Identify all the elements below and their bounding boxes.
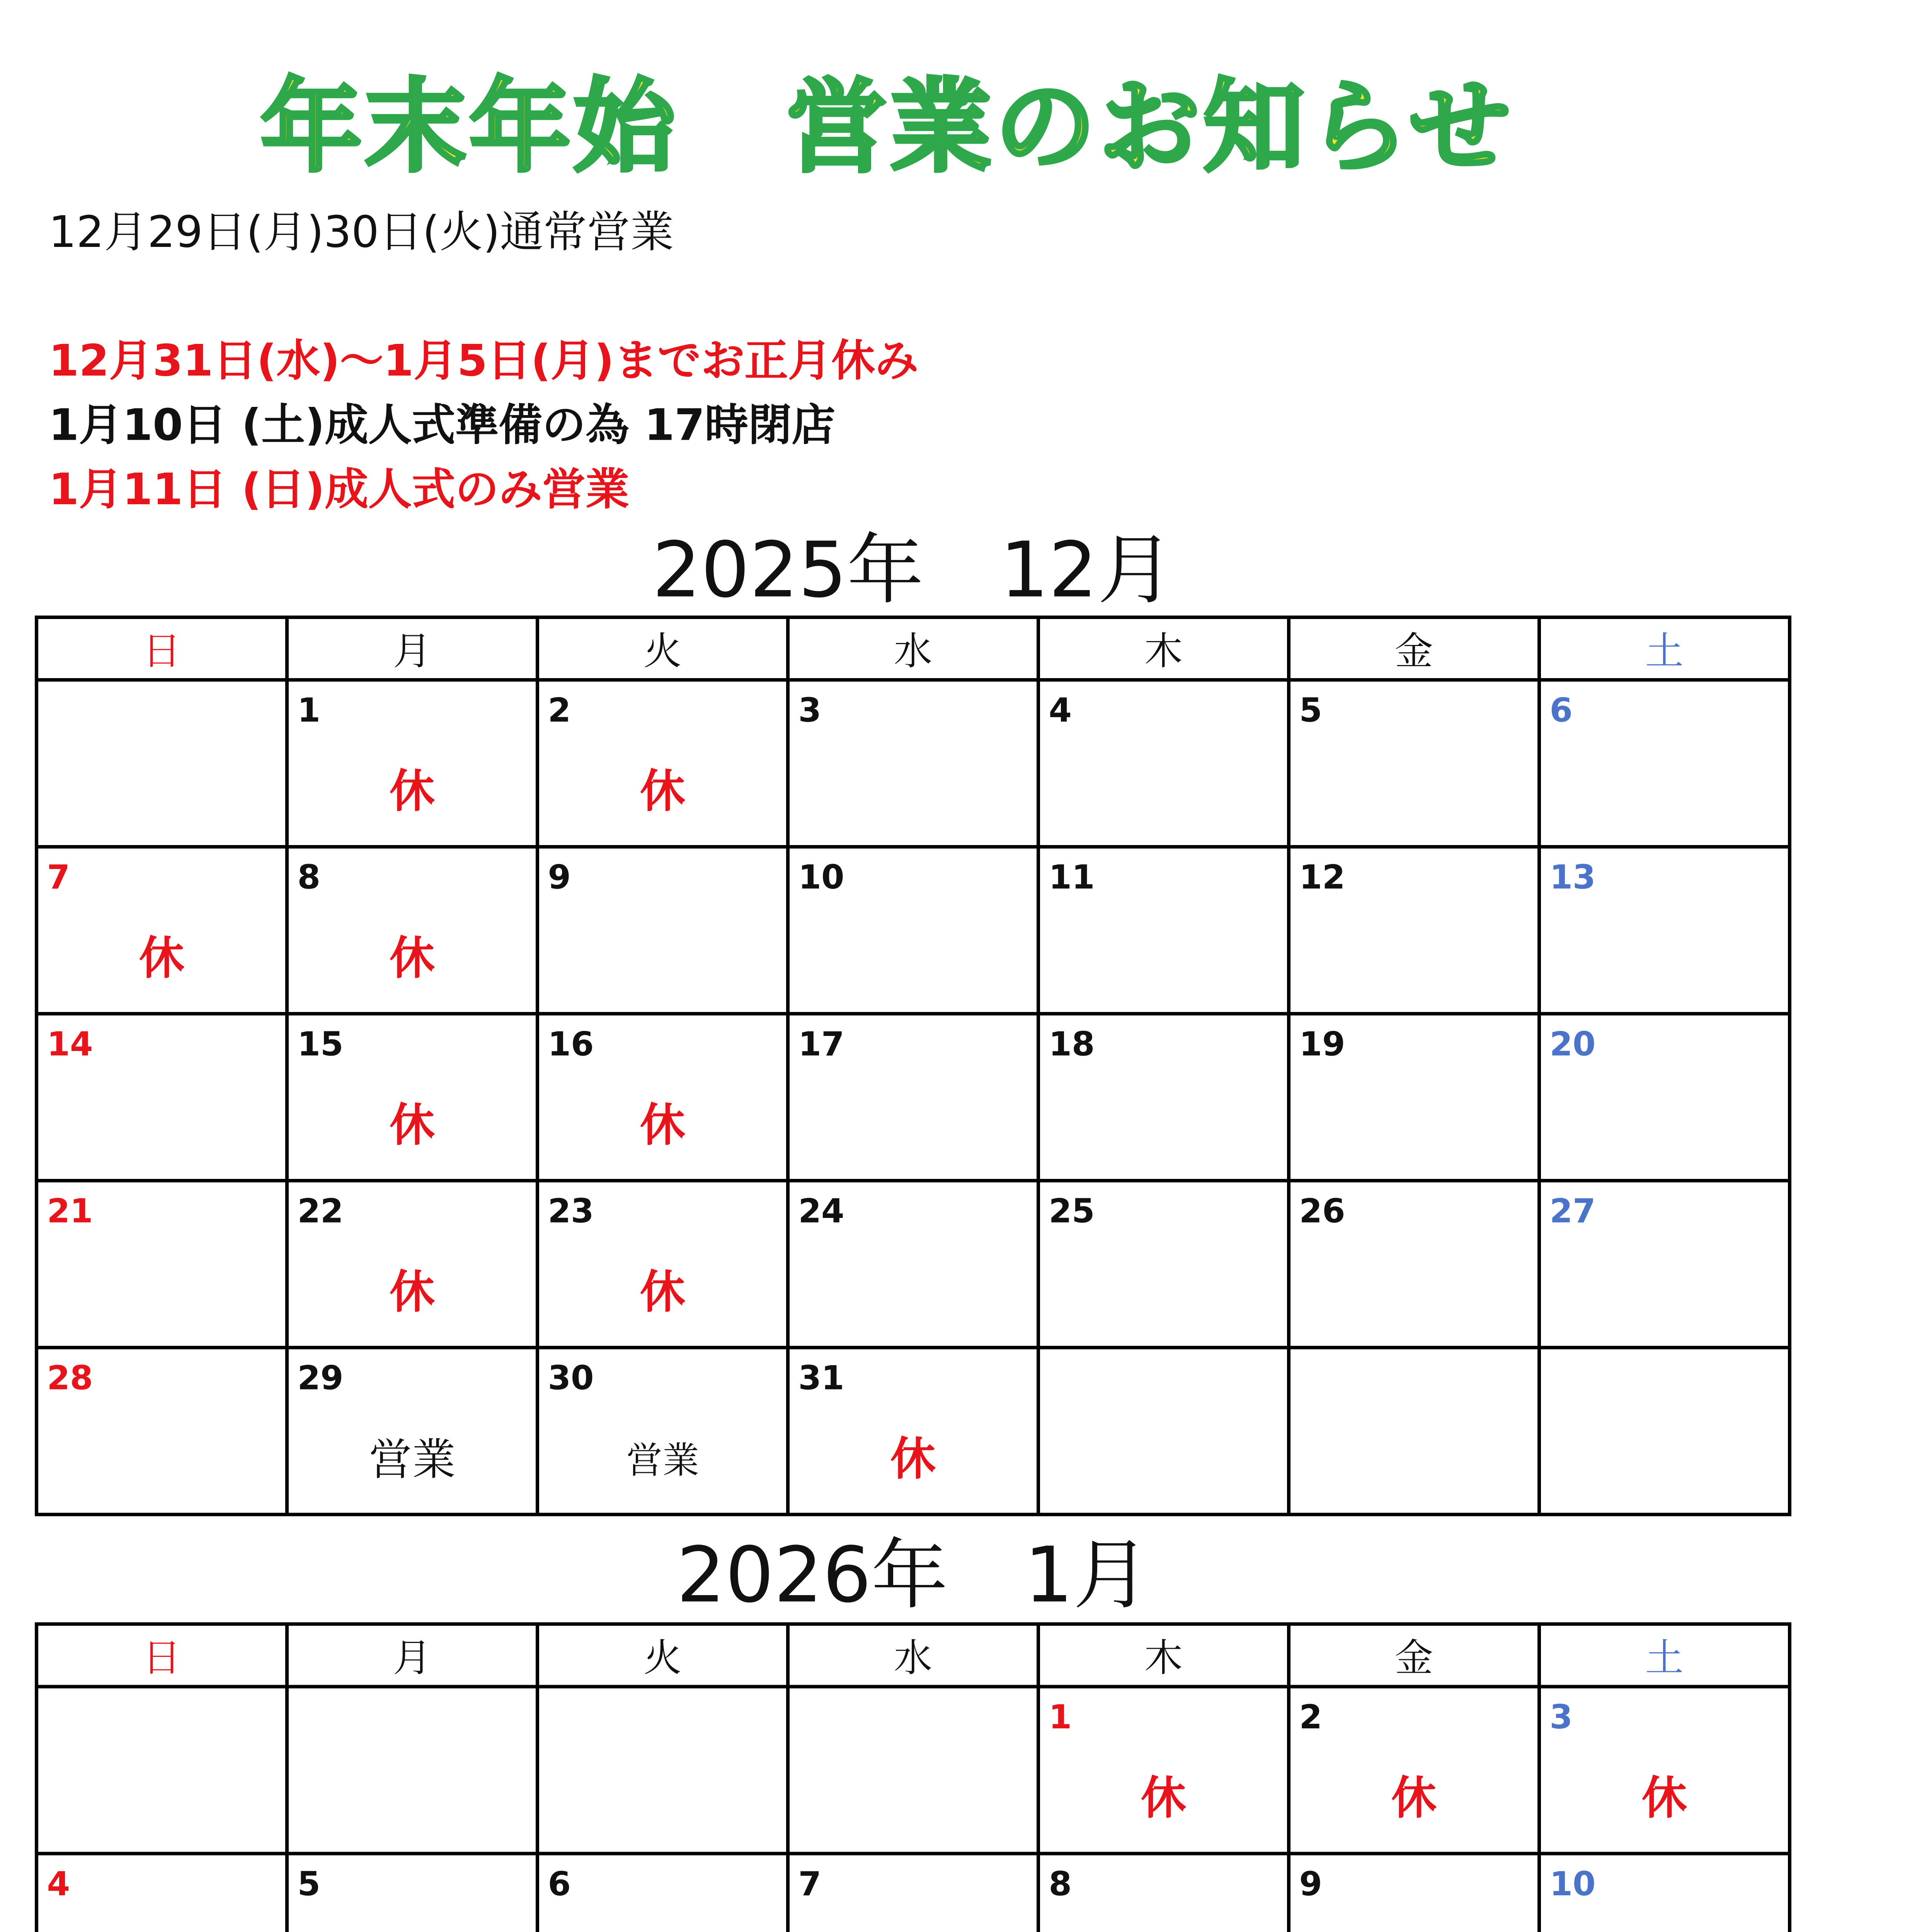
- day-number: 7: [47, 859, 70, 897]
- weekday-header-row: [37, 617, 1790, 680]
- day-number: 2: [548, 692, 571, 730]
- day-cell: [788, 1854, 1039, 1932]
- day-number: 30: [548, 1360, 594, 1398]
- day-cell: [287, 1854, 538, 1932]
- day-cell: [1289, 1854, 1539, 1932]
- day-number: 27: [1549, 1193, 1596, 1231]
- day-cell: [1289, 1181, 1539, 1348]
- day-cell: [1289, 1687, 1539, 1854]
- week-row: [37, 1014, 1790, 1181]
- week-row: [37, 1348, 1790, 1515]
- day-number: 5: [297, 1866, 321, 1904]
- day-cell: [1539, 847, 1790, 1014]
- weekday-header: 火: [538, 1624, 788, 1687]
- closed-mark: 休: [640, 1100, 685, 1153]
- week-row: [37, 847, 1790, 1014]
- notice-regular-hours: 12月29日(月)30日(火)通常営業: [49, 207, 674, 257]
- day-cell: [788, 1181, 1039, 1348]
- notice-coming-of-age-only: 1月11日 (日)成人式のみ営業: [49, 464, 629, 515]
- day-cell: [538, 847, 788, 1014]
- day-number: 9: [548, 859, 571, 897]
- day-cell: [1539, 680, 1790, 847]
- closed-mark: 休: [640, 1267, 685, 1320]
- day-cell: [538, 1854, 788, 1932]
- empty-day-cell: [37, 680, 287, 847]
- day-number: 21: [47, 1193, 93, 1231]
- day-cell: [1039, 1854, 1289, 1932]
- day-number: 14: [47, 1026, 93, 1064]
- empty-day-cell: [37, 1687, 287, 1854]
- weekday-header: 木: [1039, 617, 1289, 680]
- empty-day-cell: [1289, 1348, 1539, 1515]
- weekday-header: 金: [1289, 1624, 1539, 1687]
- calendar-title-december: 2025年 12月: [652, 527, 1174, 616]
- weekday-header: 月: [287, 617, 538, 680]
- closed-mark: 休: [890, 1434, 936, 1487]
- day-number: 13: [1549, 859, 1596, 897]
- closed-mark: 休: [1141, 1774, 1186, 1826]
- day-cell: [788, 847, 1039, 1014]
- day-number: 31: [798, 1360, 844, 1398]
- notice-early-close: 1月10日 (土)成人式準備の為 17時閉店: [49, 400, 836, 451]
- day-number: 18: [1049, 1026, 1095, 1064]
- day-number: 3: [798, 692, 822, 730]
- weekday-header: 日: [37, 1624, 287, 1687]
- weekday-header: 月: [287, 1624, 538, 1687]
- day-number: 7: [798, 1866, 822, 1904]
- day-number: 17: [798, 1026, 844, 1064]
- empty-day-cell: [1039, 1348, 1289, 1515]
- day-number: 24: [798, 1193, 844, 1231]
- closed-mark: 休: [640, 767, 685, 819]
- page-title: [261, 49, 1531, 205]
- day-note: 営業: [626, 1440, 699, 1481]
- closed-mark: 休: [1391, 1774, 1437, 1826]
- day-cell: [1039, 1181, 1289, 1348]
- day-cell: [37, 1854, 287, 1932]
- day-number: 29: [297, 1360, 344, 1398]
- day-cell: [37, 1181, 287, 1348]
- day-cell: [1539, 1854, 1790, 1932]
- day-cell: [37, 1348, 287, 1515]
- day-number: 28: [47, 1360, 93, 1398]
- day-cell: [788, 680, 1039, 847]
- day-cell: [287, 680, 538, 847]
- day-number: 12: [1299, 859, 1345, 897]
- empty-day-cell: [287, 1687, 538, 1854]
- day-cell: [788, 1348, 1039, 1515]
- day-cell: [37, 847, 287, 1014]
- day-cell: [538, 1014, 788, 1181]
- weekday-header: 水: [788, 1624, 1039, 1687]
- day-cell: [788, 1014, 1039, 1181]
- day-number: 23: [548, 1193, 594, 1231]
- day-cell: [1039, 1687, 1289, 1854]
- day-number: 22: [297, 1193, 344, 1231]
- weekday-header-row: [37, 1624, 1790, 1687]
- day-cell: [1289, 680, 1539, 847]
- closed-mark: 休: [389, 934, 435, 986]
- day-cell: [37, 1014, 287, 1181]
- closed-mark: 休: [1641, 1774, 1687, 1826]
- day-number: 4: [1049, 692, 1072, 730]
- day-cell: [287, 847, 538, 1014]
- day-cell: [1289, 1014, 1539, 1181]
- day-number: 6: [1549, 692, 1573, 730]
- week-row: [37, 680, 1790, 847]
- day-number: 26: [1299, 1193, 1345, 1231]
- day-cell: [1539, 1687, 1790, 1854]
- day-cell: [287, 1014, 538, 1181]
- calendar-january: [35, 1622, 1791, 1932]
- day-number: 10: [798, 859, 844, 897]
- calendar-title-january: 2026年 1月: [676, 1532, 1150, 1621]
- day-cell: [287, 1348, 538, 1515]
- day-cell: [287, 1181, 538, 1348]
- day-cell: [1039, 680, 1289, 847]
- closed-mark: 休: [389, 767, 435, 819]
- day-number: 25: [1049, 1193, 1095, 1231]
- empty-day-cell: [1539, 1348, 1790, 1515]
- day-number: 10: [1549, 1866, 1596, 1904]
- day-number: 11: [1049, 859, 1095, 897]
- day-cell: [1539, 1014, 1790, 1181]
- day-number: 15: [297, 1026, 344, 1064]
- day-number: 5: [1299, 692, 1323, 730]
- day-cell: [1039, 847, 1289, 1014]
- weekday-header: 土: [1539, 617, 1790, 680]
- day-number: 6: [548, 1866, 571, 1904]
- weekday-header: 土: [1539, 1624, 1790, 1687]
- weekday-header: 金: [1289, 617, 1539, 680]
- day-cell: [1539, 1181, 1790, 1348]
- weekday-header: 火: [538, 617, 788, 680]
- day-number: 2: [1299, 1699, 1323, 1737]
- day-cell: [538, 1348, 788, 1515]
- day-number: 9: [1299, 1866, 1323, 1904]
- day-number: 19: [1299, 1026, 1345, 1064]
- empty-day-cell: [538, 1687, 788, 1854]
- closed-mark: 休: [389, 1267, 435, 1320]
- closed-mark: 休: [139, 934, 184, 986]
- weekday-header: 木: [1039, 1624, 1289, 1687]
- calendar-december: [35, 616, 1791, 1516]
- day-note: 営業: [368, 1434, 456, 1485]
- empty-day-cell: [788, 1687, 1039, 1854]
- day-number: 8: [1049, 1866, 1072, 1904]
- day-number: 3: [1549, 1699, 1573, 1737]
- week-row: [37, 1687, 1790, 1854]
- week-row: [37, 1181, 1790, 1348]
- day-number: 8: [297, 859, 321, 897]
- page-title-part1: 年末年始: [261, 68, 679, 186]
- day-cell: [538, 1181, 788, 1348]
- notice-new-year-closure: 12月31日(水)～1月5日(月)までお正月休み: [49, 335, 919, 386]
- day-number: 16: [548, 1026, 594, 1064]
- day-cell: [1289, 847, 1539, 1014]
- day-cell: [538, 680, 788, 847]
- week-row: [37, 1854, 1790, 1932]
- day-number: 20: [1549, 1026, 1596, 1064]
- day-number: 1: [1049, 1699, 1072, 1737]
- weekday-header: 日: [37, 617, 287, 680]
- page-title-part2: 営業のお知らせ: [786, 68, 1514, 186]
- day-number: 4: [47, 1866, 70, 1904]
- closed-mark: 休: [389, 1100, 435, 1153]
- day-number: 1: [297, 692, 321, 730]
- day-cell: [1039, 1014, 1289, 1181]
- weekday-header: 水: [788, 617, 1039, 680]
